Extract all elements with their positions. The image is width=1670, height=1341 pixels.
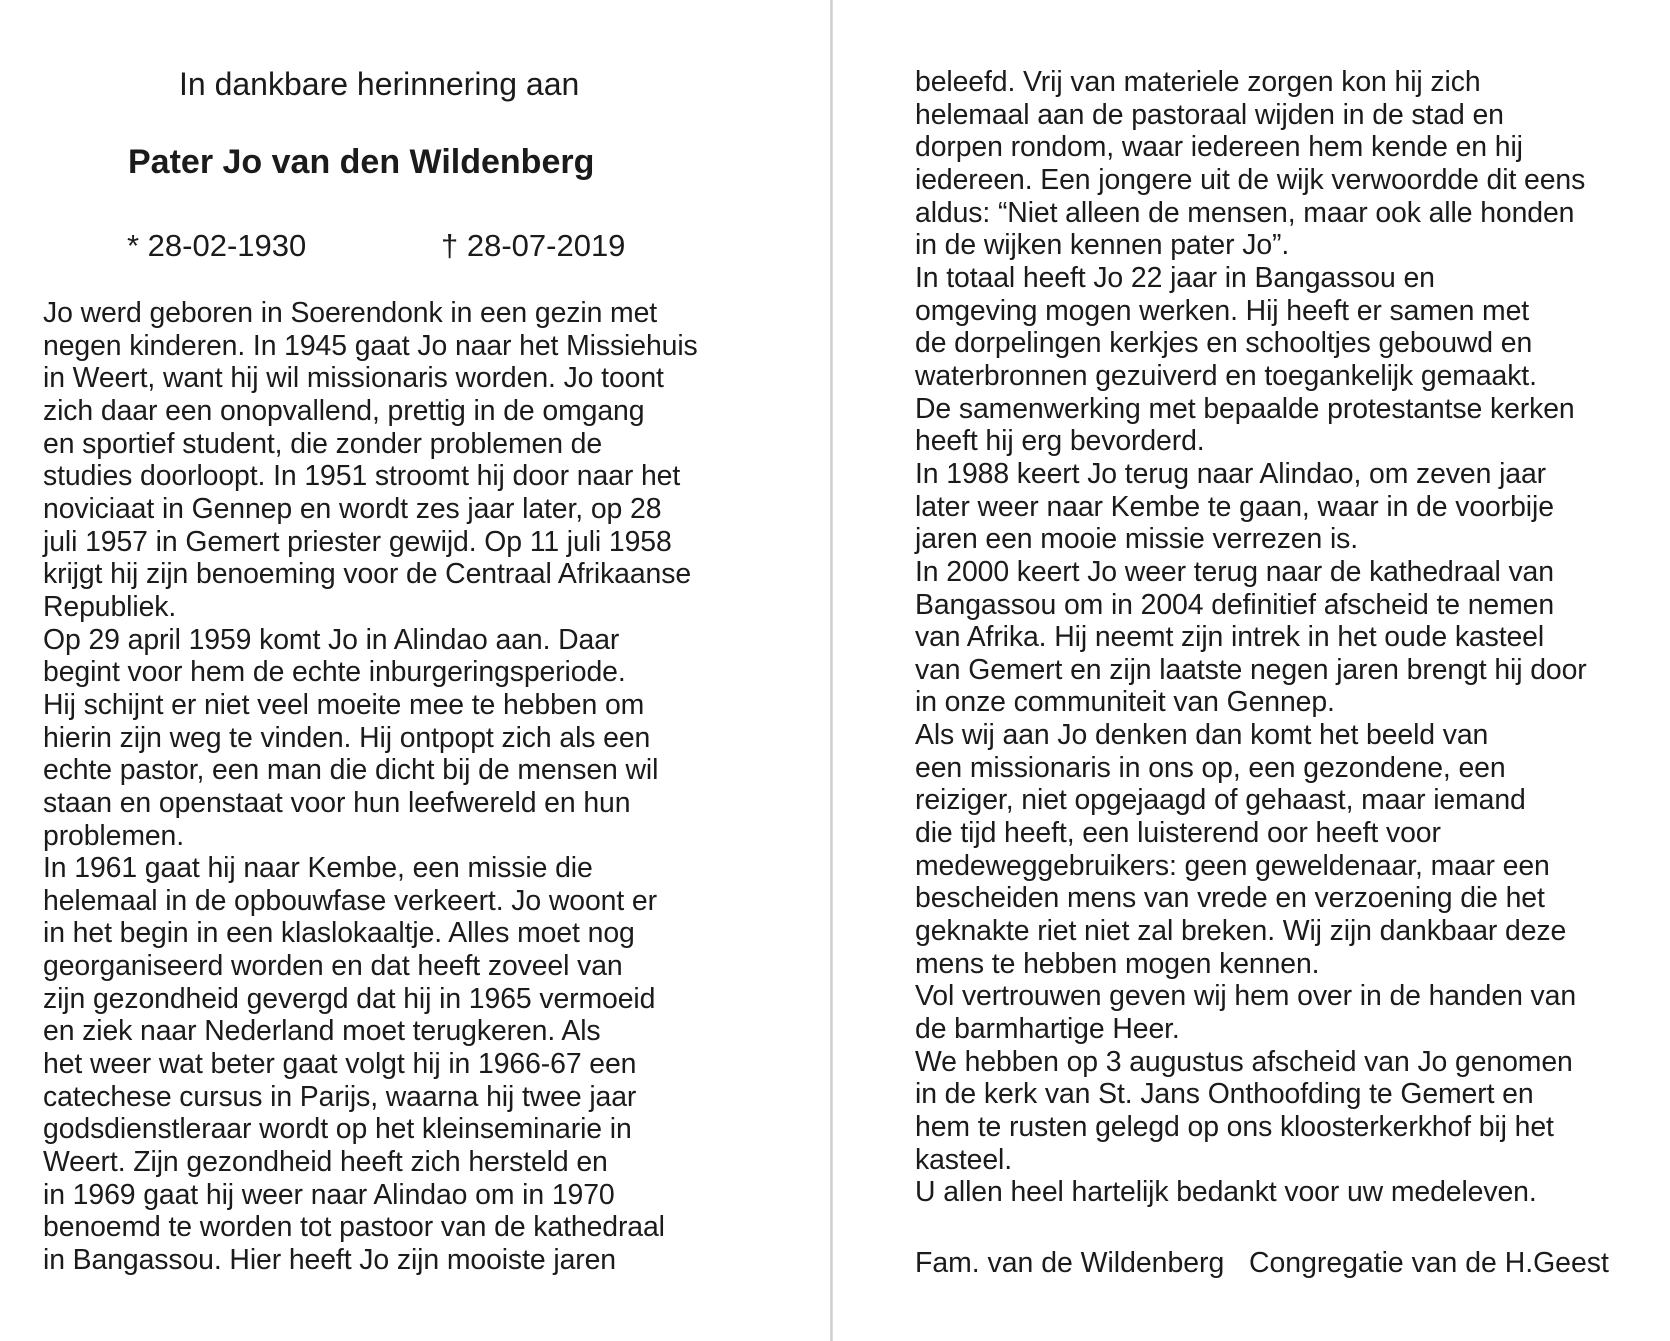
text-line: Op 29 april 1959 komt Jo in Alindao aan. Daar bbox=[43, 623, 620, 656]
text-line: problemen. bbox=[43, 819, 185, 852]
page-fold bbox=[830, 0, 833, 1341]
left-biography-text bbox=[43, 297, 823, 1277]
text-line: de barmhartige Heer. bbox=[915, 1013, 1180, 1046]
text-line: studies doorloopt. In 1951 stroomt hij door naar het bbox=[43, 460, 681, 493]
text-line: in 1969 gaat hij weer naar Alindao om in 1970 bbox=[43, 1178, 615, 1211]
text-line: Republiek. bbox=[43, 590, 177, 623]
text-line: in Bangassou. Hier heeft Jo zijn mooiste jaren bbox=[43, 1244, 616, 1277]
text-line: in onze communiteit van Gennep. bbox=[915, 686, 1335, 719]
text-line: helemaal aan de pastoraal wijden in de stad en bbox=[915, 98, 1504, 131]
text-line: omgeving mogen werken. Hij heeft er samen met bbox=[915, 294, 1530, 327]
text-line: heeft hij erg bevorderd. bbox=[915, 425, 1205, 458]
text-line: van Afrika. Hij neemt zijn intrek in het oude kasteel bbox=[915, 621, 1545, 654]
text-line: van Gemert en zijn laatste negen jaren brengt hij door bbox=[915, 653, 1587, 686]
text-line: staan en openstaat voor hun leefwereld en hun bbox=[43, 786, 631, 819]
text-line: en sportief student, die zonder problemen de bbox=[43, 427, 603, 460]
text-line: U allen heel hartelijk bedankt voor uw medeleven. bbox=[915, 1176, 1537, 1209]
birth-date: * 28-02-1930 bbox=[127, 228, 307, 263]
text-line: In 1961 gaat hij naar Kembe, een missie die bbox=[43, 852, 593, 885]
text-line: in het begin in een klaslokaaltje. Alles moet nog bbox=[43, 917, 635, 950]
text-line: begint voor hem de echte inburgeringsperiode. bbox=[43, 656, 626, 689]
text-line: geknakte riet niet zal breken. Wij zijn dankbaar deze bbox=[915, 915, 1567, 948]
text-line: iedereen. Een jongere uit de wijk verwoordde dit eens bbox=[915, 163, 1586, 196]
text-line: reiziger, niet opgejaagd of gehaast, maar iemand bbox=[915, 784, 1526, 817]
text-line: Hij schijnt er niet veel moeite mee te hebben om bbox=[43, 688, 645, 721]
signature-family: Fam. van de Wildenberg bbox=[915, 1247, 1225, 1279]
death-date: † 28-07-2019 bbox=[441, 228, 626, 263]
text-line: aldus: “Niet alleen de mensen, maar ook alle honden bbox=[915, 196, 1575, 229]
text-line: medeweggebruikers: geen geweldenaar, maar een bbox=[915, 849, 1550, 882]
text-line: In totaal heeft Jo 22 jaar in Bangassou en bbox=[915, 261, 1435, 294]
text-line: benoemd te worden tot pastoor van de kathedraal bbox=[43, 1211, 665, 1244]
text-line: helemaal in de opbouwfase verkeert. Jo woont er bbox=[43, 884, 657, 917]
text-line: in Weert, want hij wil missionaris worden. Jo toont bbox=[43, 362, 664, 395]
text-line: We hebben op 3 augustus afscheid van Jo genomen bbox=[915, 1045, 1573, 1078]
text-line: zich daar een onopvallend, prettig in de omgang bbox=[43, 394, 645, 427]
text-line: en ziek naar Nederland moet terugkeren. Als bbox=[43, 1015, 601, 1048]
text-line: echte pastor, een man die dicht bij de mensen wil bbox=[43, 754, 659, 787]
deceased-name: Pater Jo van den Wildenberg bbox=[128, 143, 595, 181]
text-line: In 2000 keert Jo weer terug naar de kathedraal van bbox=[915, 555, 1554, 588]
text-line: Vol vertrouwen geven wij hem over in de handen van bbox=[915, 980, 1577, 1013]
text-line: catechese cursus in Parijs, waarna hij twee jaar bbox=[43, 1080, 637, 1113]
text-line: De samenwerking met bepaalde protestantse kerken bbox=[915, 392, 1575, 425]
text-line: later weer naar Kembe te gaan, waar in de voorbije bbox=[915, 490, 1554, 523]
text-line: georganiseerd worden en dat heeft zoveel van bbox=[43, 950, 623, 983]
text-line: Als wij aan Jo denken dan komt het beeld van bbox=[915, 719, 1489, 752]
text-line: het weer wat beter gaat volgt hij in 1966-67 een bbox=[43, 1048, 637, 1081]
right-biography-text bbox=[915, 66, 1667, 1209]
text-line: de dorpelingen kerkjes en schooltjes gebouwd en bbox=[915, 327, 1533, 360]
text-line: zijn gezondheid gevergd dat hij in 1965 vermoeid bbox=[43, 982, 656, 1015]
text-line: In 1988 keert Jo terug naar Alindao, om zeven jaar bbox=[915, 457, 1547, 490]
text-line: beleefd. Vrij van materiele zorgen kon hij zich bbox=[915, 66, 1481, 98]
text-line: in de kerk van St. Jans Onthoofding te Gemert en bbox=[915, 1078, 1534, 1111]
text-line: die tijd heeft, een luisterend oor heeft voor bbox=[915, 817, 1441, 850]
text-line: een missionaris in ons op, een gezondene, een bbox=[915, 751, 1506, 784]
signature-congregation: Congregatie van de H.Geest bbox=[1249, 1247, 1609, 1279]
text-line: krijgt hij zijn benoeming voor de Centraal Afrikaanse bbox=[43, 558, 692, 591]
intro-text: In dankbare herinnering aan bbox=[179, 66, 580, 102]
text-line: Weert. Zijn gezondheid heeft zich hersteld en bbox=[43, 1146, 608, 1179]
text-line: godsdienstleraar wordt op het kleinseminarie in bbox=[43, 1113, 632, 1146]
text-line: negen kinderen. In 1945 gaat Jo naar het Missiehuis bbox=[43, 329, 698, 362]
text-line: in de wijken kennen pater Jo”. bbox=[915, 229, 1290, 262]
text-line: hierin zijn weg te vinden. Hij ontpopt zich als een bbox=[43, 721, 651, 754]
text-line: jaren een mooie missie verrezen is. bbox=[915, 523, 1359, 556]
text-line: waterbronnen gezuiverd en toegankelijk gemaakt. bbox=[915, 359, 1537, 392]
text-line: mens te hebben mogen kennen. bbox=[915, 947, 1320, 980]
text-line: bescheiden mens van vrede en verzoening die het bbox=[915, 882, 1545, 915]
text-line: dorpen rondom, waar iedereen hem kende en hij bbox=[915, 131, 1523, 164]
text-line: juli 1957 in Gemert priester gewijd. Op 11 juli 1958 bbox=[43, 525, 672, 558]
text-line: noviciaat in Gennep en wordt zes jaar later, op 28 bbox=[43, 492, 662, 525]
text-line: Jo werd geboren in Soerendonk in een gezin met bbox=[43, 297, 658, 329]
text-line: Bangassou om in 2004 definitief afscheid te nemen bbox=[915, 588, 1555, 621]
text-line: kasteel. bbox=[915, 1143, 1013, 1176]
text-line: hem te rusten gelegd op ons kloosterkerkhof bij het bbox=[915, 1111, 1554, 1143]
